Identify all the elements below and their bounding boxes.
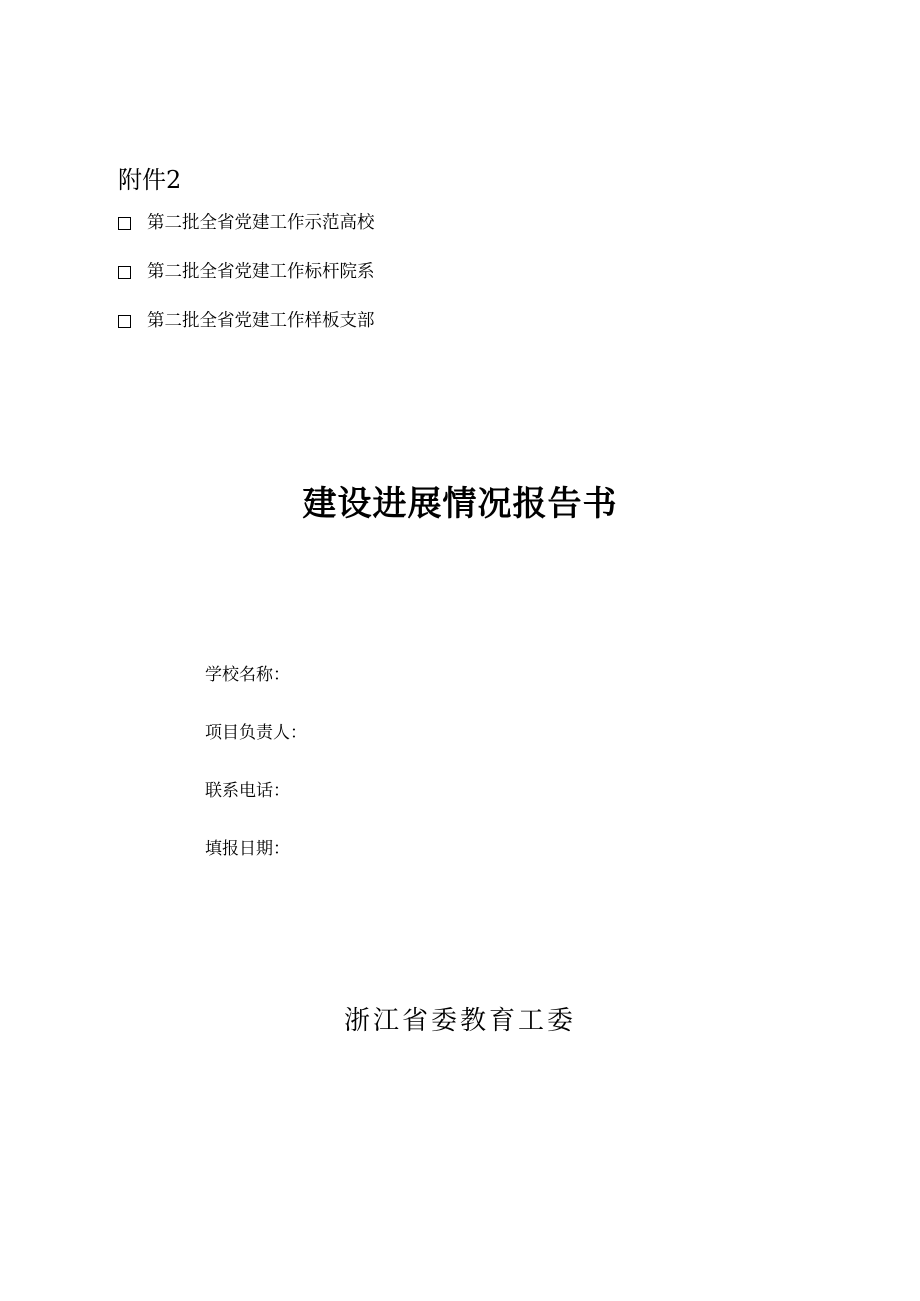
field-school-name: 学校名称：: [205, 665, 290, 685]
attachment-label: 附件2: [118, 166, 182, 194]
category-options: [118, 211, 375, 358]
option-label: 第二批全省党建工作样板支部: [147, 311, 375, 331]
field-project-leader: 项目负责人：: [205, 723, 307, 743]
info-fields: [205, 662, 307, 894]
field-fill-date: 填报日期：: [205, 839, 290, 859]
report-title: 建设进展情况报告书: [302, 484, 618, 524]
option-benchmark-department[interactable]: [118, 260, 375, 284]
option-label: 第二批全省党建工作示范高校: [147, 213, 375, 233]
checkbox-icon[interactable]: [118, 217, 131, 230]
option-label: 第二批全省党建工作标杆院系: [147, 262, 375, 282]
field-contact-phone: 联系电话：: [205, 781, 290, 801]
option-model-branch[interactable]: [118, 309, 375, 333]
issuing-organization: 浙江省委教育工委: [343, 1006, 576, 1036]
checkbox-icon[interactable]: [118, 315, 131, 328]
checkbox-icon[interactable]: [118, 266, 131, 279]
option-demonstration-university[interactable]: [118, 211, 375, 235]
